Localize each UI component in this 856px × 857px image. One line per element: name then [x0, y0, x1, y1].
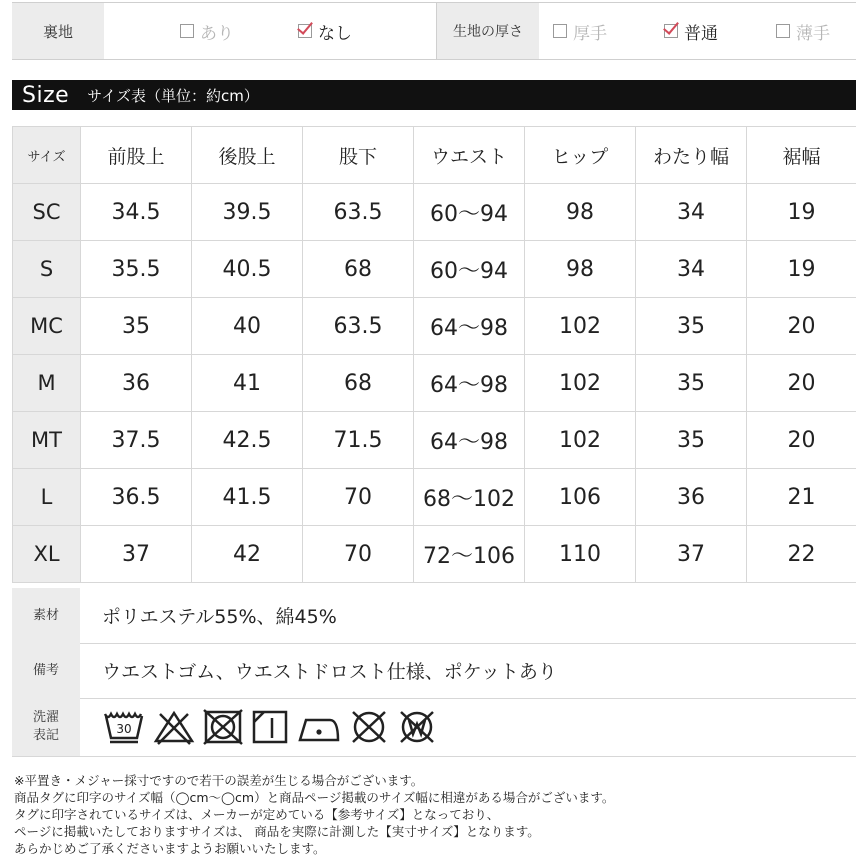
table-cell: 63.5 — [303, 184, 414, 241]
fabric-attributes — [12, 2, 856, 60]
column-header: 裾幅 — [747, 127, 856, 184]
table-cell: 19 — [747, 241, 856, 298]
table-cell: 35 — [636, 355, 747, 412]
table-cell: 35 — [81, 298, 192, 355]
table-header-row — [13, 127, 856, 184]
no-tumble-dry-icon — [202, 708, 244, 746]
table-cell: 37.5 — [81, 412, 192, 469]
size-section-header — [12, 80, 856, 110]
table-row — [13, 184, 856, 241]
table-cell: 35 — [636, 298, 747, 355]
checked-checkbox-icon — [664, 24, 678, 38]
table-cell: 40.5 — [192, 241, 303, 298]
table-cell: 39.5 — [192, 184, 303, 241]
size-notes — [14, 772, 844, 857]
size-label: S — [13, 241, 81, 298]
size-title: Size — [22, 83, 69, 108]
remarks-value: ウエストゴム、ウエストドロスト仕様、ポケットあり — [102, 657, 557, 684]
care-row — [12, 698, 856, 757]
checkbox-icon — [180, 24, 194, 38]
thickness-option-normal: 普通 — [664, 3, 718, 59]
table-cell: 102 — [525, 298, 636, 355]
table-cell: 42 — [192, 526, 303, 583]
note-line: 商品タグに印字のサイズ幅（◯cm〜◯cm）と商品ページ掲載のサイズ幅に相違がある場合がございます。 — [14, 789, 844, 806]
table-row — [13, 469, 856, 526]
table-cell: 36 — [81, 355, 192, 412]
table-cell: 98 — [525, 184, 636, 241]
table-cell: 64〜98 — [414, 412, 525, 469]
size-label: XL — [13, 526, 81, 583]
table-cell: 72〜106 — [414, 526, 525, 583]
line-dry-shade-icon — [250, 708, 290, 746]
table-cell: 40 — [192, 298, 303, 355]
material-row — [12, 588, 856, 644]
size-label: M — [13, 355, 81, 412]
remarks-label: 備考 — [12, 643, 80, 698]
table-cell: 102 — [525, 355, 636, 412]
table-cell: 37 — [636, 526, 747, 583]
table-cell: 42.5 — [192, 412, 303, 469]
wet-clean-weak-icon — [396, 708, 438, 746]
table-cell: 19 — [747, 184, 856, 241]
table-cell: 68〜102 — [414, 469, 525, 526]
note-line: タグに印字されているサイズは、メーカーが定めている【参考サイズ】となっており、 — [14, 806, 844, 823]
checked-checkbox-icon — [298, 24, 312, 38]
table-row — [13, 298, 856, 355]
table-cell: 34 — [636, 184, 747, 241]
table-cell: 70 — [303, 526, 414, 583]
iron-low-icon — [296, 708, 342, 746]
size-label: SC — [13, 184, 81, 241]
table-cell: 106 — [525, 469, 636, 526]
table-cell: 110 — [525, 526, 636, 583]
size-table — [12, 126, 856, 583]
table-cell: 64〜98 — [414, 355, 525, 412]
care-symbols — [102, 708, 438, 746]
table-cell: 63.5 — [303, 298, 414, 355]
size-label: MC — [13, 298, 81, 355]
table-row — [13, 241, 856, 298]
table-row — [13, 526, 856, 583]
table-cell: 21 — [747, 469, 856, 526]
table-cell: 20 — [747, 355, 856, 412]
note-line: ※平置き・メジャー採寸ですので若干の誤差が生じる場合がございます。 — [14, 772, 844, 789]
thickness-label: 生地の厚さ — [437, 3, 539, 59]
table-cell: 98 — [525, 241, 636, 298]
thickness-option-thin: 薄手 — [776, 3, 830, 59]
table-row — [13, 412, 856, 469]
checkbox-icon — [776, 24, 790, 38]
table-cell: 60〜94 — [414, 184, 525, 241]
size-column-header: サイズ — [13, 127, 81, 184]
table-cell: 68 — [303, 355, 414, 412]
material-label: 素材 — [12, 588, 80, 643]
column-header: 前股上 — [81, 127, 192, 184]
table-cell: 64〜98 — [414, 298, 525, 355]
table-cell: 34.5 — [81, 184, 192, 241]
table-cell: 102 — [525, 412, 636, 469]
table-cell: 34 — [636, 241, 747, 298]
note-line: あらかじめご了承くださいますようお願いいたします。 — [14, 840, 844, 857]
remarks-row — [12, 643, 856, 699]
table-cell: 41 — [192, 355, 303, 412]
column-header: 股下 — [303, 127, 414, 184]
table-cell: 22 — [747, 526, 856, 583]
table-cell: 36 — [636, 469, 747, 526]
size-subtitle: サイズ表（単位：約cm） — [87, 85, 259, 106]
column-header: わたり幅 — [636, 127, 747, 184]
table-cell: 37 — [81, 526, 192, 583]
column-header: ヒップ — [525, 127, 636, 184]
note-line: ページに掲載いたしておりますサイズは、 商品を実際に計測した【実寸サイズ】となります。 — [14, 823, 844, 840]
material-value: ポリエステル55%、綿45% — [102, 602, 337, 629]
table-cell: 35 — [636, 412, 747, 469]
lining-option-no: なし — [298, 3, 352, 59]
table-cell: 71.5 — [303, 412, 414, 469]
column-header: 後股上 — [192, 127, 303, 184]
size-label: MT — [13, 412, 81, 469]
table-row — [13, 355, 856, 412]
table-cell: 60〜94 — [414, 241, 525, 298]
table-cell: 20 — [747, 412, 856, 469]
care-label: 洗濯 表記 — [12, 698, 80, 756]
lining-label: 裏地 — [12, 3, 104, 59]
svg-text:30: 30 — [116, 722, 131, 736]
no-dry-clean-icon — [348, 708, 390, 746]
table-cell: 70 — [303, 469, 414, 526]
wash-30-icon — [102, 708, 146, 746]
column-header: ウエスト — [414, 127, 525, 184]
thickness-option-thick: 厚手 — [553, 3, 607, 59]
no-bleach-icon — [152, 708, 196, 746]
table-cell: 68 — [303, 241, 414, 298]
table-cell: 35.5 — [81, 241, 192, 298]
checkbox-icon — [553, 24, 567, 38]
size-label: L — [13, 469, 81, 526]
lining-option-yes: あり — [180, 3, 234, 59]
table-cell: 20 — [747, 298, 856, 355]
table-cell: 41.5 — [192, 469, 303, 526]
table-cell: 36.5 — [81, 469, 192, 526]
